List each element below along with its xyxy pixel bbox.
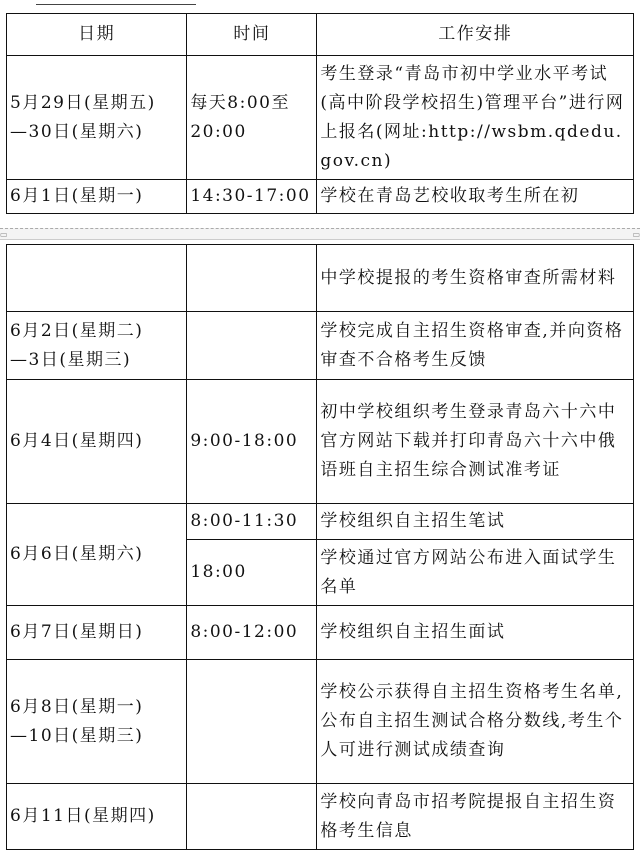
time-cell xyxy=(187,245,317,312)
time-cell xyxy=(187,660,317,784)
header-row xyxy=(7,14,634,56)
date-cell: 6月6日(星期六) xyxy=(7,504,187,606)
table-row xyxy=(7,380,634,504)
table-row xyxy=(7,504,634,540)
page-break-marker-right: ▭ xyxy=(632,230,640,239)
time-cell: 9:00-18:00 xyxy=(187,380,317,504)
work-cell: 学校在青岛艺校收取考生所在初 xyxy=(317,180,634,214)
work-cell: 中学校提报的考生资格审查所需材料 xyxy=(317,245,634,312)
date-cell: 6月2日(星期二) —3日(星期三) xyxy=(7,312,187,380)
work-cell: 学校向青岛市招考院提报自主招生资格考生信息 xyxy=(317,784,634,850)
work-cell: 学校完成自主招生资格审查,并向资格审查不合格考生反馈 xyxy=(317,312,634,380)
header-time: 时间 xyxy=(187,14,317,56)
schedule-table-page2 xyxy=(6,244,634,850)
schedule-table-page1 xyxy=(6,13,634,214)
time-cell: 14:30-17:00 xyxy=(187,180,317,214)
time-cell xyxy=(187,784,317,850)
table-row xyxy=(7,312,634,380)
top-underline xyxy=(36,0,196,5)
date-cell: 6月4日(星期四) xyxy=(7,380,187,504)
table-row xyxy=(7,784,634,850)
date-cell: 6月7日(星期日) xyxy=(7,606,187,660)
date-cell: 6月1日(星期一) xyxy=(7,180,187,214)
header-work: 工作安排 xyxy=(317,14,634,56)
table-row xyxy=(7,245,634,312)
work-cell: 学校组织自主招生面试 xyxy=(317,606,634,660)
date-cell xyxy=(7,245,187,312)
work-cell: 学校通过官方网站公布进入面试学生名单 xyxy=(317,540,634,606)
work-cell: 学校公示获得自主招生资格考生名单,公布自主招生测试合格分数线,考生个人可进行测试成绩查询 xyxy=(317,660,634,784)
table-row xyxy=(7,56,634,180)
table-row xyxy=(7,606,634,660)
time-cell: 每天8:00至 20:00 xyxy=(187,56,317,180)
time-cell xyxy=(187,312,317,380)
table-row xyxy=(7,660,634,784)
table-row xyxy=(7,180,634,214)
work-cell: 学校组织自主招生笔试 xyxy=(317,504,634,540)
time-cell: 8:00-11:30 xyxy=(187,504,317,540)
work-cell: 初中学校组织考生登录青岛六十六中官方网站下载并打印青岛六十六中俄语班自主招生综合测试准考证 xyxy=(317,380,634,504)
page-break xyxy=(0,228,640,240)
work-cell: 考生登录“青岛市初中学业水平考试(高中阶段学校招生)管理平台”进行网上报名(网址:http://wsbm.qdedu.gov.cn) xyxy=(317,56,634,180)
header-date: 日期 xyxy=(7,14,187,56)
date-cell: 6月8日(星期一) —10日(星期三) xyxy=(7,660,187,784)
date-cell: 5月29日(星期五) —30日(星期六) xyxy=(7,56,187,180)
time-cell: 8:00-12:00 xyxy=(187,606,317,660)
page-break-marker-left: ▭ xyxy=(0,230,8,239)
time-cell: 18:00 xyxy=(187,540,317,606)
date-cell: 6月11日(星期四) xyxy=(7,784,187,850)
